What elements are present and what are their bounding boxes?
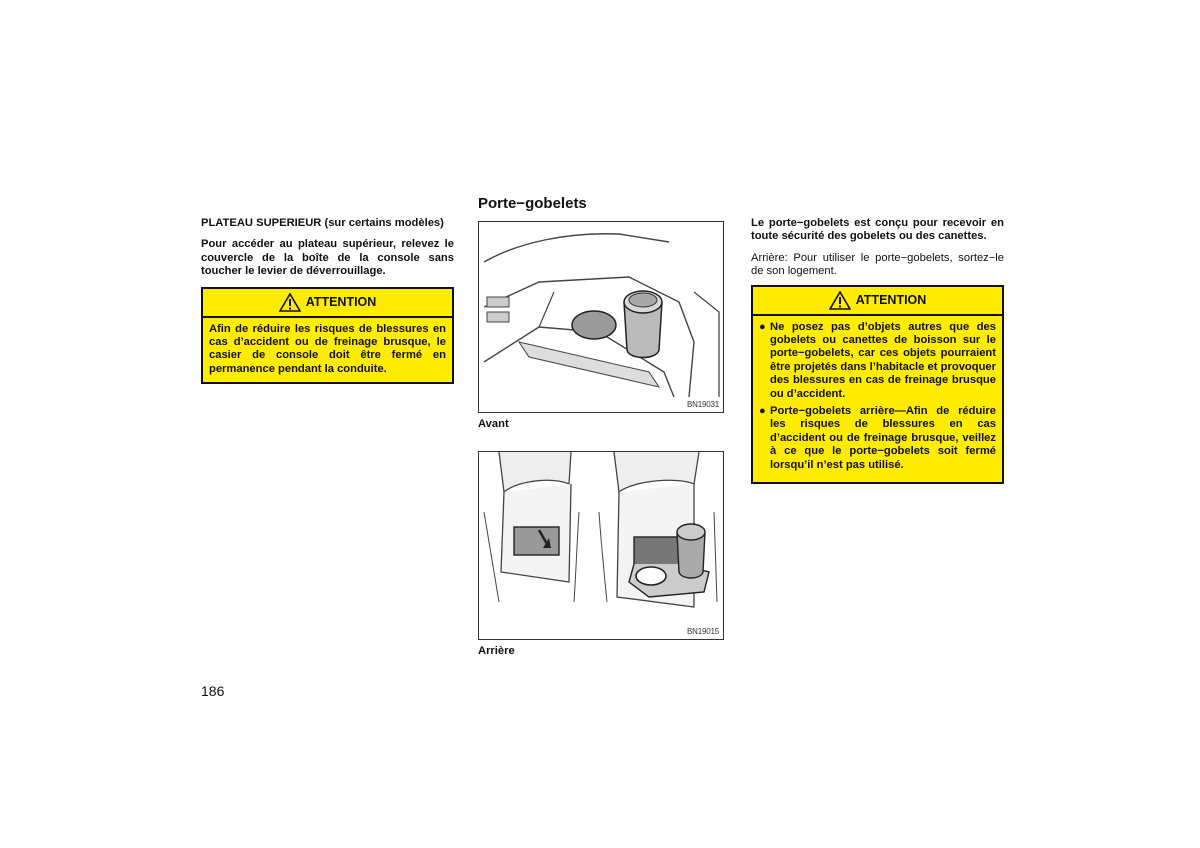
figure-code: BN19015 [687,627,719,636]
warning-title: ATTENTION [855,293,927,308]
warning-bullet-text: Porte−gobelets arrière—Afin de réduire les risques de blessures en cas d’accident ou de freinage brusque, veillez à ce que le porte−gobelets soit fermé lorsqu’il n’est pas utilisé. [770,405,996,471]
cup-holder-intro: Le porte−gobelets est conçu pour recevoir en toute sécurité des gobelets ou des canettes. [751,217,1004,243]
warning-box-console [201,287,454,385]
section-title-cup-holders: Porte−gobelets [478,195,587,212]
figure-code: BN19031 [687,400,719,409]
bullet-dot-icon: ● [759,320,766,333]
warning-triangle-icon [829,291,851,310]
bullet-dot-icon: ● [759,405,766,418]
rear-cup-holder-illustration [479,452,723,639]
warning-bullet-text: Ne posez pas d’objets autres que des gobelets ou canettes de boisson sur le porte−gobelets, car ces objets pourraient être projetés dans l’habitacle et provoquer des blessures en cas de freinage brusque ou d’accident. [770,320,996,400]
warning-title: ATTENTION [305,295,377,310]
figure-caption-rear: Arrière [478,645,515,657]
page-number: 186 [201,683,225,699]
warning-bullet-item [759,405,996,472]
section-heading-upper-tray: PLATEAU SUPERIEUR (sur certains modèles) [201,217,444,229]
figure-rear-cup-holder [478,451,724,640]
warning-bullet-item [759,321,996,401]
front-cup-holder-illustration [479,222,723,412]
upper-tray-paragraph: Pour accéder au plateau supérieur, relevez le couvercle de la boîte de la console sans toucher le levier de déverrouillage. [201,238,454,278]
warning-triangle-icon [279,293,301,312]
warning-header [203,289,452,318]
warning-text: Afin de réduire les risques de blessures en cas d’accident ou de freinage brusque, le casier de console doit être fermé en permanence pendant la conduite. [209,322,446,375]
left-column [201,217,454,384]
middle-column [478,196,724,659]
warning-header [753,287,1002,316]
right-column [751,217,1004,484]
rear-usage-note: Arrière: Pour utiliser le porte−gobelets, sortez−le de son logement. [751,251,1004,278]
figure-front-cup-holder [478,221,724,413]
figure-caption-front: Avant [478,418,509,430]
warning-bullets [753,316,1002,482]
warning-box-cup-holders [751,285,1004,484]
